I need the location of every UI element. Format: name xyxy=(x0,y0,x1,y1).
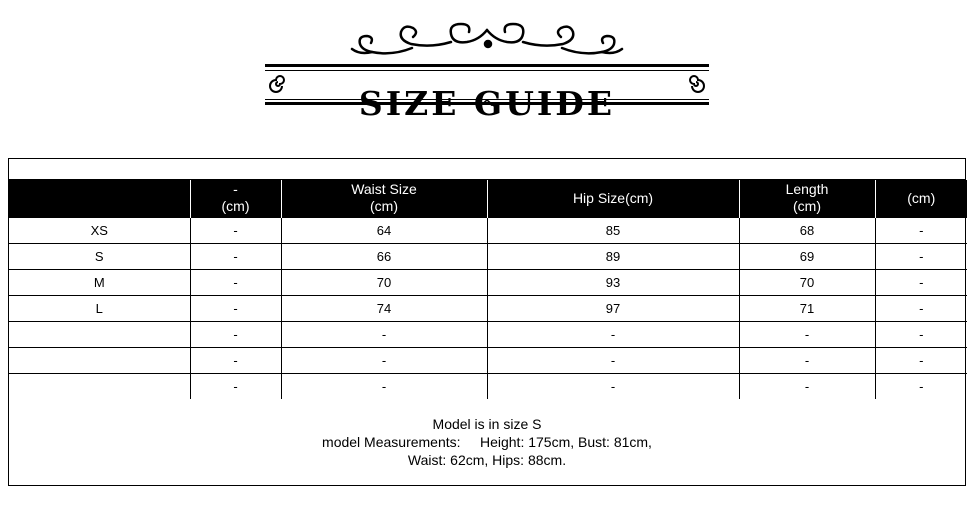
table-top-strip xyxy=(9,159,965,180)
table-row xyxy=(9,217,967,243)
table-cell xyxy=(9,321,190,347)
table-cell: 71 xyxy=(739,295,875,321)
table-cell: L xyxy=(9,295,190,321)
table-cell: - xyxy=(190,295,281,321)
table-cell: - xyxy=(875,373,967,399)
table-header-row xyxy=(9,180,967,217)
table-cell: - xyxy=(190,347,281,373)
table-cell: M xyxy=(9,269,190,295)
header-cell-col2: - (cm) xyxy=(190,180,281,217)
table-row xyxy=(9,269,967,295)
table-cell: - xyxy=(875,217,967,243)
table-cell: 70 xyxy=(739,269,875,295)
table-cell: - xyxy=(281,347,487,373)
header-cell-col6: (cm) xyxy=(875,180,967,217)
table-cell: 70 xyxy=(281,269,487,295)
model-waist-hips-text: Waist: 62cm, Hips: 88cm. xyxy=(407,452,567,468)
table-cell: - xyxy=(739,373,875,399)
header-cell-waist: Waist Size (cm) xyxy=(281,180,487,217)
table-cell: - xyxy=(190,321,281,347)
table-cell: 68 xyxy=(739,217,875,243)
table-cell: - xyxy=(739,347,875,373)
table-cell: 85 xyxy=(487,217,739,243)
size-table-container xyxy=(8,158,966,486)
model-measurements-note xyxy=(9,415,965,469)
table-cell: 93 xyxy=(487,269,739,295)
table-row xyxy=(9,321,967,347)
table-cell: - xyxy=(190,217,281,243)
table-cell xyxy=(9,347,190,373)
table-cell: - xyxy=(487,373,739,399)
header-cell-hip: Hip Size(cm) xyxy=(487,180,739,217)
header-cell-size xyxy=(9,180,190,217)
table-cell: - xyxy=(875,295,967,321)
table-cell: - xyxy=(281,321,487,347)
table-cell: 64 xyxy=(281,217,487,243)
table-cell: - xyxy=(190,269,281,295)
table-cell: - xyxy=(875,321,967,347)
table-cell: 69 xyxy=(739,243,875,269)
table-cell: 97 xyxy=(487,295,739,321)
table-cell: 74 xyxy=(281,295,487,321)
table-cell: 89 xyxy=(487,243,739,269)
size-table xyxy=(9,180,967,399)
table-cell: - xyxy=(487,347,739,373)
table-cell: - xyxy=(190,243,281,269)
table-cell: - xyxy=(875,243,967,269)
table-cell: - xyxy=(739,321,875,347)
table-row xyxy=(9,295,967,321)
table-row xyxy=(9,243,967,269)
table-cell: - xyxy=(281,373,487,399)
table-body xyxy=(9,217,967,399)
table-cell: - xyxy=(875,347,967,373)
header-cell-length: Length (cm) xyxy=(739,180,875,217)
size-guide-banner xyxy=(262,22,712,122)
model-size-text: Model is in size S xyxy=(432,416,542,432)
table-cell: - xyxy=(190,373,281,399)
table-cell: - xyxy=(875,269,967,295)
table-row xyxy=(9,373,967,399)
table-row xyxy=(9,347,967,373)
table-cell xyxy=(9,373,190,399)
banner-title: SIZE GUIDE xyxy=(358,84,616,123)
table-cell: S xyxy=(9,243,190,269)
table-cell: XS xyxy=(9,217,190,243)
table-cell: - xyxy=(487,321,739,347)
table-cell: 66 xyxy=(281,243,487,269)
model-measurements-text: model Measurements: Height: 175cm, Bust: 81cm, xyxy=(322,434,652,450)
